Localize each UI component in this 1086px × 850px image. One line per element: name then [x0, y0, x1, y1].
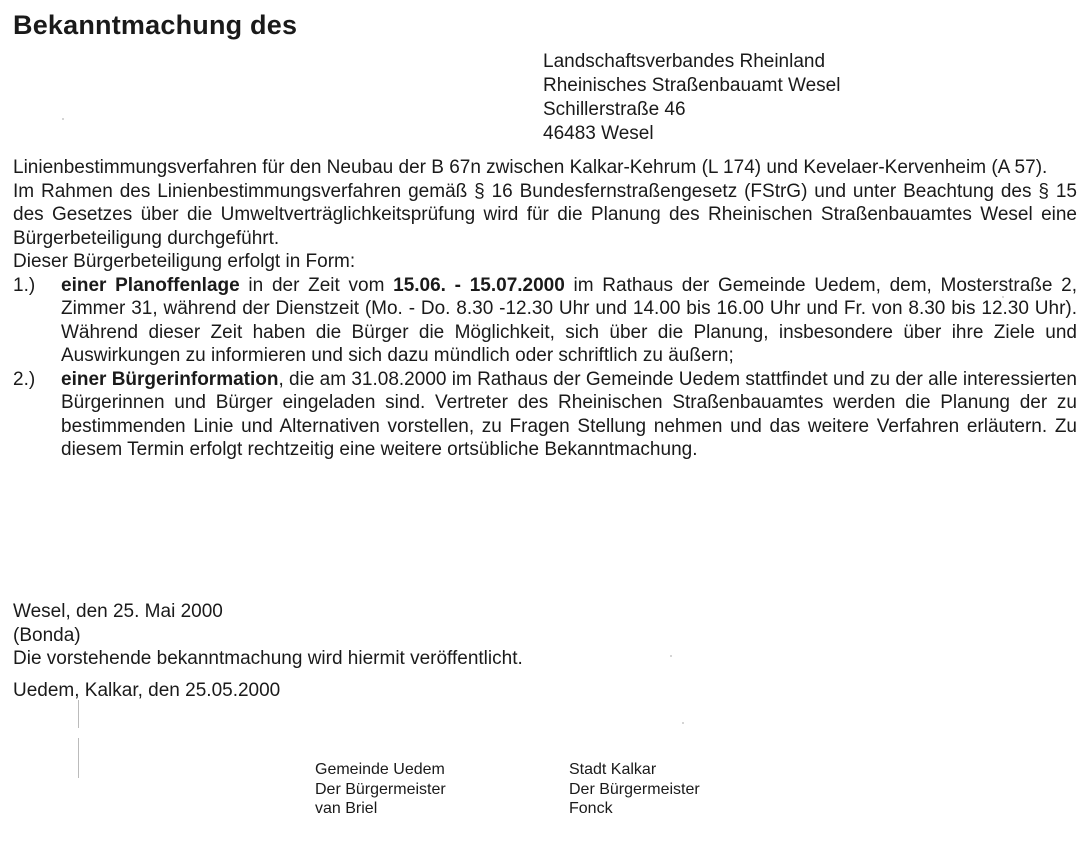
scan-speck [1002, 296, 1004, 298]
scan-mark [78, 738, 79, 778]
address-line-authority: Landschaftsverbandes Rheinland [543, 51, 826, 72]
participation-list [13, 274, 1077, 462]
scan-speck [670, 655, 672, 657]
list-item-text: in der Zeit vom [239, 274, 394, 296]
authority-address [543, 50, 840, 146]
signature-block-uedem [315, 760, 446, 819]
signature-name: Fonck [569, 800, 613, 817]
scan-speck [62, 118, 64, 120]
list-item-number: 2.) [13, 368, 36, 390]
signature-name: van Briel [315, 800, 378, 817]
list-item-lead: einer Bürgerinformation [61, 368, 279, 390]
notice-heading: Bekanntmachung des [13, 10, 298, 40]
legal-basis-paragraph: Im Rahmen des Linienbestimmungsverfahren gemäß § 16 Bundesfernstraßengesetz (FStrG) und unter Beachtung des § 15 des Gesetzes über die Umweltverträglichkeitsprüfung wird für die Planung des Rheinischen Straßenbauamtes Wesel eine Bürgerbeteiligung durchgeführt. [13, 180, 1077, 249]
signature-org: Stadt Kalkar [569, 761, 657, 778]
address-line-office: Rheinisches Straßenbauamt Wesel [543, 75, 841, 96]
signature-org: Gemeinde Uedem [315, 761, 445, 778]
list-item [13, 274, 1077, 368]
list-item-number: 1.) [13, 274, 36, 296]
participation-form-line: Dieser Bürgerbeteiligung erfolgt in Form: [13, 251, 356, 272]
closing-block [13, 600, 523, 702]
signature-block-kalkar [569, 760, 700, 819]
list-item-lead: einer Planoffenlage [61, 274, 240, 296]
list-item [13, 368, 1077, 462]
scan-speck [682, 722, 684, 724]
signature-role: Der Bürgermeister [315, 780, 446, 798]
list-item-text: , die am 31.08.2000 im Rathaus der Gemeinde Uedem stattfindet und zu der alle interessierten Bürgerinnen und Bürger eingeladen sind. Vertreter des Rheinischen Straßenbauamtes werden die Planung der zu bestimmenden Linie und Alternativen vorstellen, zu Fragen Stellung nehmen und das weitere Verfahren erläutern. Zu diesem Termin erfolgt rechtzeitig eine weitere ortsübliche Bekanntmachung. [61, 368, 1077, 460]
address-line-street: Schillerstraße 46 [543, 99, 686, 120]
scan-mark [78, 700, 79, 728]
place-and-date: Wesel, den 25. Mai 2000 [13, 601, 223, 622]
list-item-text: im Rathaus der Gemeinde Uedem, dem, Mosterstraße 2, Zimmer 31, während der Dienstzeit (Mo. - Do. 8.30 -12.30 Uhr und 14.00 bis 16.00 Uhr und Fr. von 8.30 bis 12.30 Uhr). Während dieser Zeit haben die Bürger die Möglichkeit, sich über die Planung, insbesondere über ihre Ziele und Auswirkungen zu informieren und sich dazu mündlich oder schriftlich zu äußern; [61, 274, 1077, 366]
signer-name: (Bonda) [13, 624, 81, 646]
publication-note: Die vorstehende bekanntmachung wird hiermit veröffentlicht. [13, 648, 523, 669]
second-place-and-date: Uedem, Kalkar, den 25.05.2000 [13, 679, 281, 701]
signature-role: Der Bürgermeister [569, 780, 700, 798]
display-period: 15.06. - 15.07.2000 [393, 274, 565, 296]
notice-body [13, 156, 1077, 462]
procedure-title: Linienbestimmungsverfahren für den Neubau der B 67n zwischen Kalkar-Kehrum (L 174) und Kevelaer-Kervenheim (A 57). [13, 157, 1048, 178]
address-line-city: 46483 Wesel [543, 123, 654, 144]
